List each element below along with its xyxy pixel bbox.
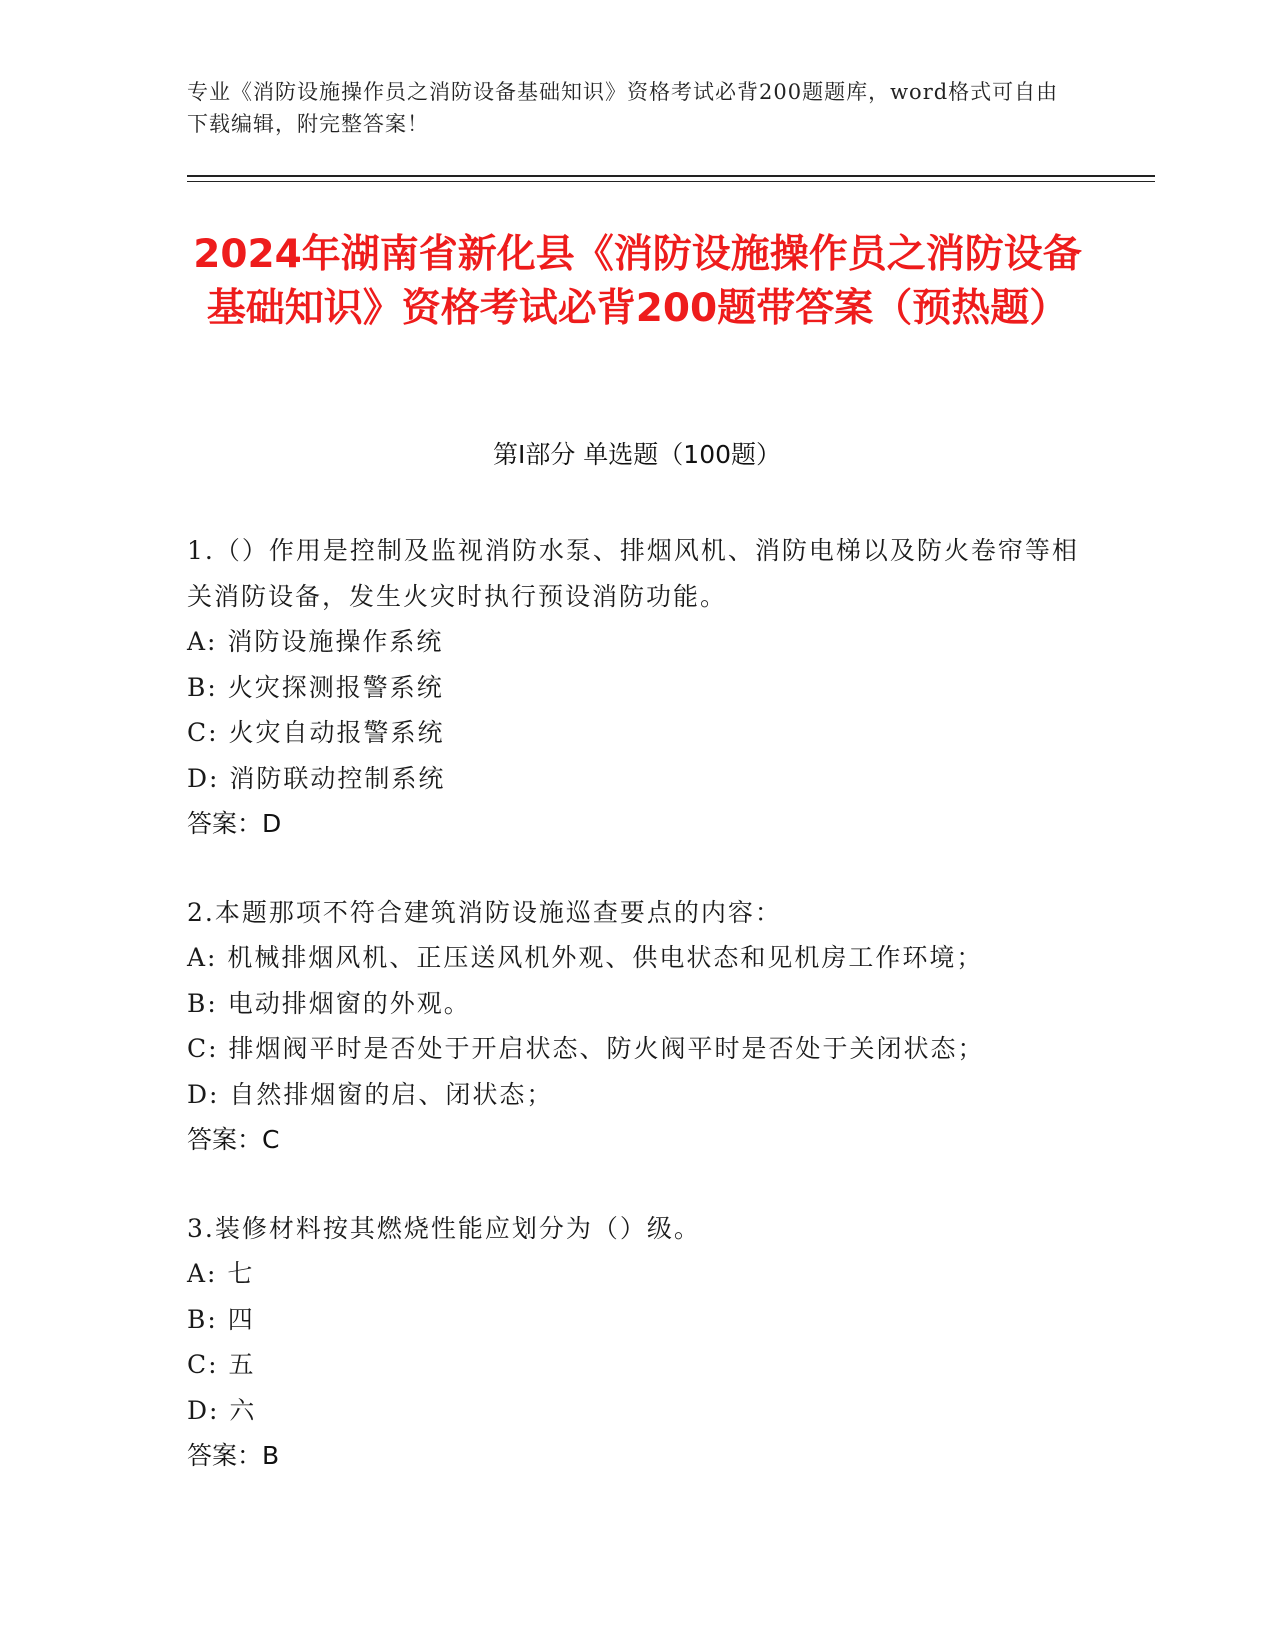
option-c: C: 排烟阀平时是否处于开启状态、防火阀平时是否处于关闭状态； bbox=[187, 1034, 985, 1063]
option-d: D: 六 bbox=[187, 1395, 257, 1425]
option-a: A: 机械排烟风机、正压送风机外观、供电状态和见机房工作环境； bbox=[187, 943, 984, 972]
answer: 答案：C bbox=[187, 1125, 280, 1154]
option-b: B: 四 bbox=[187, 1304, 255, 1334]
question-stem: 2.本题那项不符合建筑消防设施巡查要点的内容： bbox=[187, 897, 782, 927]
answer: 答案：B bbox=[187, 1441, 280, 1470]
answer: 答案：D bbox=[187, 809, 282, 838]
header-rule-thin bbox=[187, 181, 1155, 182]
question-1 bbox=[187, 528, 1087, 847]
option-b: B: 火灾探测报警系统 bbox=[187, 672, 444, 702]
question-3 bbox=[187, 1206, 1087, 1479]
option-c: C: 火灾自动报警系统 bbox=[187, 718, 445, 747]
question-list bbox=[187, 528, 1087, 1522]
option-c: C: 五 bbox=[187, 1350, 256, 1379]
question-stem: 1.（）作用是控制及监视消防水泵、排烟风机、消防电梯以及防火卷帘等相关消防设备，发生火灾时执行预设消防功能。 bbox=[187, 536, 1079, 611]
header-rule-thick bbox=[187, 175, 1155, 177]
header-note: 专业《消防设施操作员之消防设备基础知识》资格考试必背200题题库，word格式可自由下载编辑，附完整答案！ bbox=[187, 80, 1059, 136]
option-d: D: 消防联动控制系统 bbox=[187, 763, 446, 793]
section-title: 第I部分 单选题（100题） bbox=[492, 440, 782, 469]
option-d: D: 自然排烟窗的启、闭状态； bbox=[187, 1079, 554, 1109]
option-a: A: 七 bbox=[187, 1259, 255, 1288]
option-a: A: 消防设施操作系统 bbox=[187, 627, 444, 656]
question-stem: 3.装修材料按其燃烧性能应划分为（）级。 bbox=[187, 1213, 701, 1243]
question-2 bbox=[187, 890, 1087, 1163]
option-b: B: 电动排烟窗的外观。 bbox=[187, 988, 471, 1018]
document-title: 2024年湖南省新化县《消防设施操作员之消防设备基础知识》资格考试必背200题带答案（预热题） bbox=[193, 232, 1082, 331]
